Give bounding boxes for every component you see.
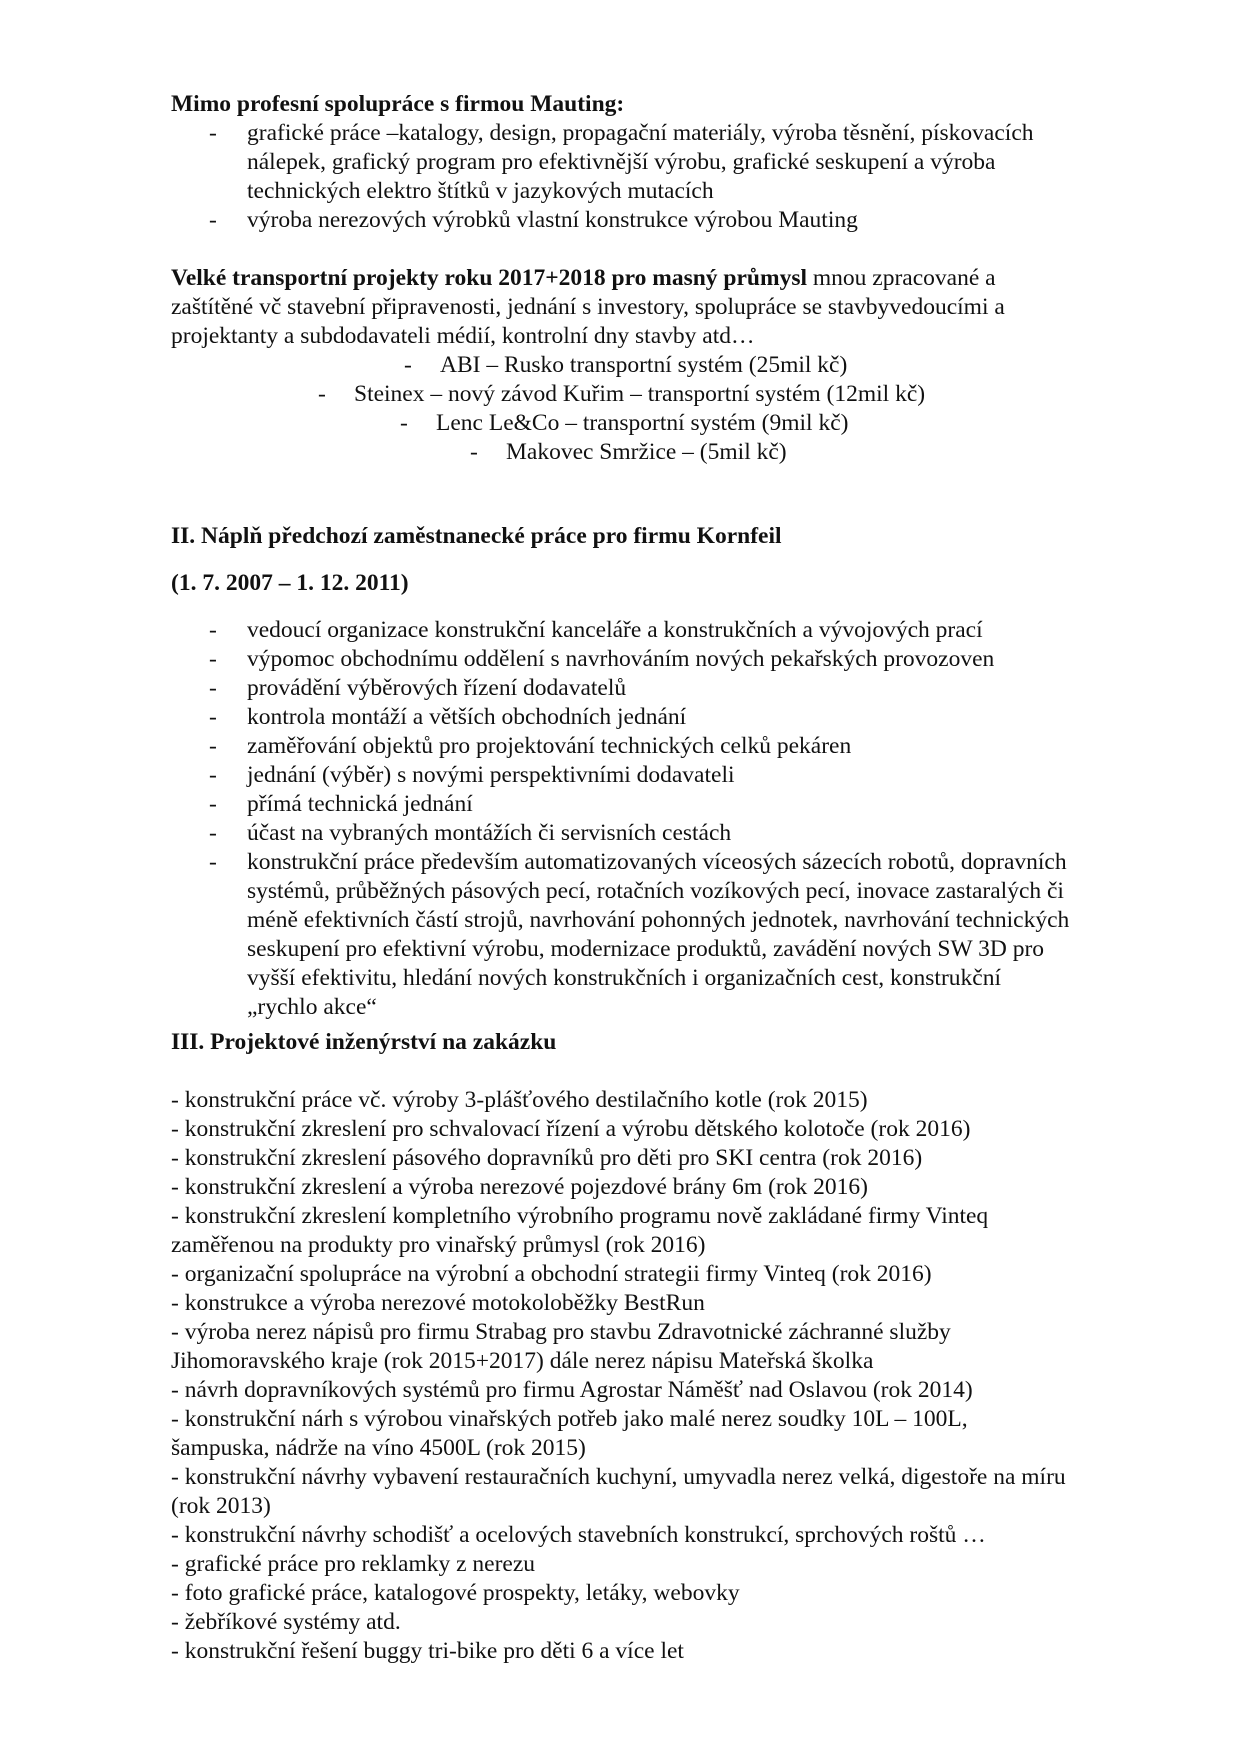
list-item: - zaměřování objektů pro projektování technických celků pekáren [171,732,1071,761]
list-item: - konstrukční práce vč. výroby 3-plášťového destilačního kotle (rok 2015) [171,1087,868,1113]
list-item: - konstrukční návrhy vybavení restauračních kuchyní, umyvadla nerez velká, digestoře na míru (rok 2013) [171,1464,1066,1519]
list-item: - žebříkové systémy atd. [171,1609,401,1635]
list-item: - konstrukční návrhy schodišť a ocelových stavebních konstrukcí, sprchových roštů … [171,1522,986,1548]
section-heading: II. Náplň předchozí zaměstnanecké práce pro firmu Kornfeil [171,523,782,549]
list-item: - jednání (výběr) s novými perspektivními dodavateli [171,761,1071,790]
list-item: - organizační spolupráce na výrobní a obchodní strategii firmy Vinteq (rok 2016) [171,1261,932,1287]
list-item: - provádění výběrových řízení dodavatelů [171,674,1071,703]
list-item: - výroba nerezových výrobků vlastní konstrukce výrobou Mauting [171,206,1071,235]
transport-section [171,264,1081,351]
list-item: - konstrukční zkreslení pro schvalovací řízení a výrobu dětského kolotoče (rok 2016) [171,1116,971,1142]
section-heading: III. Projektové inženýrství na zakázku [171,1029,557,1055]
list-item: - Steinex – nový závod Kuřim – transportní systém (12mil kč) [318,381,926,407]
transport-intro [171,264,1081,351]
list-item: - konstrukční zkreslení a výroba nerezové pojezdové brány 6m (rok 2016) [171,1174,868,1200]
list-item: - konstrukční řešení buggy tri-bike pro děti 6 a více let [171,1638,684,1664]
list-item: - konstrukční práce především automatizovaných víceosých sázecích robotů, dopravních systémů, průběžných pásových pecí, rotačních vozíkových pecí, inovace zastaralých či méně efektivních částí strojů, navrhování pohonných jednotek, navrhování technických seskupení pro efektivní výrobu, modernizace produktů, zavádění nových SW 3D pro vyšší efektivitu, hledání nových konstrukčních i organizačních cest, konstrukční „rychlo akce“ [171,848,1071,1022]
list-item: - výroba nerez nápisů pro firmu Strabag pro stavbu Zdravotnické záchranné služby Jihomoravského kraje (rok 2015+2017) dále nerez nápisu Mateřská školka [171,1319,951,1374]
projects-section [171,1028,1091,1057]
kornfeil-dates: (1. 7. 2007 – 1. 12. 2011) [171,570,409,596]
list-item: - výpomoc obchodnímu oddělení s navrhováním nových pekařských provozoven [171,645,1071,674]
mauting-list [171,119,1071,235]
mauting-section [171,90,1091,235]
list-item: - návrh dopravníkových systémů pro firmu Agrostar Náměšť nad Oslavou (rok 2014) [171,1377,973,1403]
kornfeil-list [171,616,1071,1022]
list-item: - účast na vybraných montážích či servisních cestách [171,819,1071,848]
list-item: - Lenc Le&Co – transportní systém (9mil kč) [400,410,849,436]
kornfeil-section [171,522,1091,1022]
transport-intro-rest: mnou zpracované a zaštítěné vč stavební připravenosti, jednání s investory, spolupráce se stavbyvedoucími a projektanty a subdodavateli médií, kontrolní dny stavby atd… [171,265,1005,349]
list-item: - grafické práce –katalogy, design, propagační materiály, výroba těsnění, pískovacích nálepek, grafický program pro efektivnější výrobu, grafické seskupení a výroba technických elektro štítků v jazykových mutacích [171,119,1067,206]
list-item: - vedoucí organizace konstrukční kanceláře a konstrukčních a vývojových prací [171,616,1071,645]
list-item: - přímá technická jednání [171,790,1071,819]
list-item: - kontrola montáží a větších obchodních jednání [171,703,1071,732]
mauting-heading: Mimo profesní spolupráce s firmou Mauting: [171,91,625,117]
list-item: - foto grafické práce, katalogové prospekty, letáky, webovky [171,1580,740,1606]
list-item: - konstrukční zkreslení pásového dopravníků pro děti pro SKI centra (rok 2016) [171,1145,923,1171]
list-item: - grafické práce pro reklamky z nerezu [171,1551,536,1577]
transport-intro-bold: Velké transportní projekty roku 2017+2018 pro masný průmysl [171,265,807,291]
list-item: - konstrukční zkreslení kompletního výrobního programu nově zakládané firmy Vinteq zaměřenou na produkty pro vinařský průmysl (rok 2016) [171,1203,989,1258]
list-item: - ABI – Rusko transportní systém (25mil kč) [404,352,848,378]
list-item: - Makovec Smržice – (5mil kč) [470,439,787,465]
projects-list [171,1086,1086,1666]
list-item: - konstrukční nárh s výrobou vinařských potřeb jako malé nerez soudky 10L – 100L, šampuska, nádrže na víno 4500L (rok 2015) [171,1406,968,1461]
list-item: - konstrukce a výroba nerezové motokoloběžky BestRun [171,1290,705,1316]
